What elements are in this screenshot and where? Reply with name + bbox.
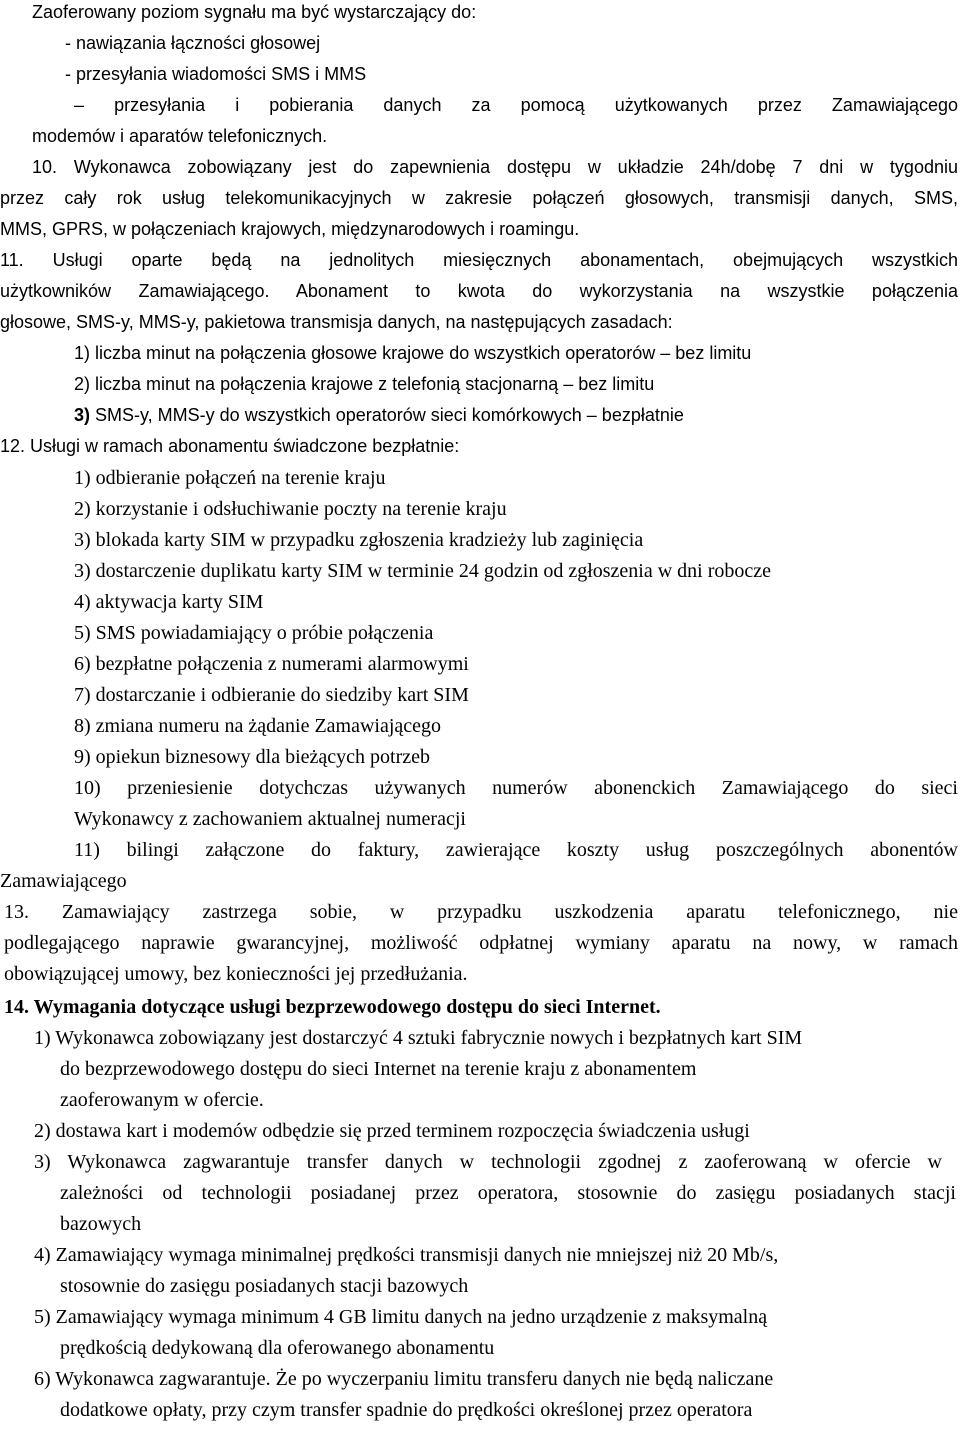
paragraph-10-line-1: 10. Wykonawca zobowiązany jest do zapewnienia dostępu w układzie 24h/dobę 7 dni w tygodniu xyxy=(32,157,958,177)
rule-item-1: 1) liczba minut na połączenia głosowe krajowe do wszystkich operatorów – bez limitu xyxy=(74,343,752,363)
free-service-11-cont: Zamawiającego xyxy=(0,870,127,892)
paragraph-11-line-1: 11. Usługi oparte będą na jednolitych miesięcznych abonamentach, obejmujących wszystkich xyxy=(0,250,958,270)
free-service-9: 9) opiekun biznesowy dla bieżących potrzeb xyxy=(74,746,430,768)
free-service-6: 6) bezpłatne połączenia z numerami alarmowymi xyxy=(74,653,469,675)
internet-item-1-cont-1: do bezprzewodowego dostępu do sieci Internet na terenie kraju z abonamentem xyxy=(60,1058,697,1080)
free-service-8: 8) zmiana numeru na żądanie Zamawiającego xyxy=(74,715,442,737)
paragraph-10-line-2: przez cały rok usług telekomunikacyjnych w zakresie połączeń głosowych, transmisji danych, SMS, xyxy=(0,188,958,208)
free-service-4: 4) aktywacja karty SIM xyxy=(74,591,264,613)
internet-item-2: 2) dostawa kart i modemów odbędzie się przed terminem rozpoczęcia świadczenia usługi xyxy=(34,1120,750,1142)
free-service-1: 1) odbieranie połączeń na terenie kraju xyxy=(74,467,386,489)
intro-line: Zaoferowany poziom sygnału ma być wystarczający do: xyxy=(32,2,477,22)
free-service-7: 7) dostarczanie i odbieranie do siedziby kart SIM xyxy=(74,684,469,706)
rule-item-2: 2) liczba minut na połączenia krajowe z telefonią stacjonarną – bez limitu xyxy=(74,374,655,394)
paragraph-13-line-1: 13. Zamawiający zastrzega sobie, w przypadku uszkodzenia aparatu telefonicznego, nie xyxy=(4,901,958,923)
paragraph-10-line-3: MMS, GPRS, w połączeniach krajowych, międzynarodowych i roamingu. xyxy=(0,219,580,239)
free-service-3a: 3) blokada karty SIM w przypadku zgłoszenia kradzieży lub zaginięcia xyxy=(74,529,644,551)
internet-item-3-cont-2: bazowych xyxy=(60,1213,142,1235)
free-service-5: 5) SMS powiadamiający o próbie połączenia xyxy=(74,622,434,644)
internet-item-3-cont-1: zależności od technologii posiadanej przez operatora, stosownie do zasięgu posiadanych stacji xyxy=(60,1182,956,1204)
rule-item-3 xyxy=(74,403,684,427)
internet-item-5: 5) Zamawiający wymaga minimum 4 GB limitu danych na jedno urządzenie z maksymalną xyxy=(34,1306,768,1328)
internet-item-1-cont-2: zaoferowanym w ofercie. xyxy=(60,1089,264,1111)
internet-item-6-cont: dodatkowe opłaty, przy czym transfer spadnie do prędkości określonej przez operatora xyxy=(60,1399,753,1421)
paragraph-11-line-2: użytkowników Zamawiającego. Abonament to kwota do wykorzystania na wszystkie połączenia xyxy=(0,281,958,301)
list-item-data-cont: modemów i aparatów telefonicznych. xyxy=(32,126,328,146)
internet-item-5-cont: prędkością dedykowaną dla oferowanego abonamentu xyxy=(60,1337,495,1359)
free-service-10: 10) przeniesienie dotychczas używanych numerów abonenckich Zamawiającego do sieci xyxy=(74,777,958,799)
internet-item-4-cont: stosownie do zasięgu posiadanych stacji bazowych xyxy=(60,1275,469,1297)
internet-item-1: 1) Wykonawca zobowiązany jest dostarczyć 4 sztuki fabrycznie nowych i bezpłatnych kart SIM xyxy=(34,1027,803,1049)
internet-item-6: 6) Wykonawca zagwarantuje. Że po wyczerpaniu limitu transferu danych nie będą naliczane xyxy=(34,1368,774,1390)
paragraph-12-heading: 12. Usługi w ramach abonamentu świadczone bezpłatnie: xyxy=(0,436,460,456)
rule-item-3-text: SMS-y, MMS-y do wszystkich operatorów sieci komórkowych – bezpłatnie xyxy=(90,405,684,425)
rule-item-3-number: 3) xyxy=(74,405,91,425)
list-item-voice: - nawiązania łączności głosowej xyxy=(65,33,321,53)
free-service-11: 11) bilingi załączone do faktury, zawierające koszty usług poszczególnych abonentów xyxy=(74,839,958,861)
list-item-data: – przesyłania i pobierania danych za pomocą użytkowanych przez Zamawiającego xyxy=(74,95,958,115)
free-service-10-cont: Wykonawcy z zachowaniem aktualnej numeracji xyxy=(74,808,466,830)
free-service-2: 2) korzystanie i odsłuchiwanie poczty na terenie kraju xyxy=(74,498,507,520)
paragraph-13-line-3: obowiązującej umowy, bez konieczności jej przedłużania. xyxy=(4,963,468,985)
internet-item-4: 4) Zamawiający wymaga minimalnej prędkości transmisji danych nie mniejszej niż 20 Mb/s, xyxy=(34,1244,779,1266)
free-service-3b: 3) dostarczenie duplikatu karty SIM w terminie 24 godzin od zgłoszenia w dni robocze xyxy=(74,560,772,582)
list-item-sms-mms: - przesyłania wiadomości SMS i MMS xyxy=(65,64,367,84)
section-14-heading: 14. Wymagania dotyczące usługi bezprzewodowego dostępu do sieci Internet. xyxy=(4,996,661,1018)
internet-item-3: 3) Wykonawca zagwarantuje transfer danych w technologii zgodnej z zaoferowaną w ofercie w xyxy=(34,1151,942,1173)
paragraph-11-line-3: głosowe, SMS-y, MMS-y, pakietowa transmisja danych, na następujących zasadach: xyxy=(0,312,673,332)
paragraph-13-line-2: podlegającego naprawie gwarancyjnej, możliwość odpłatnej wymiany aparatu na nowy, w ramach xyxy=(4,932,958,954)
